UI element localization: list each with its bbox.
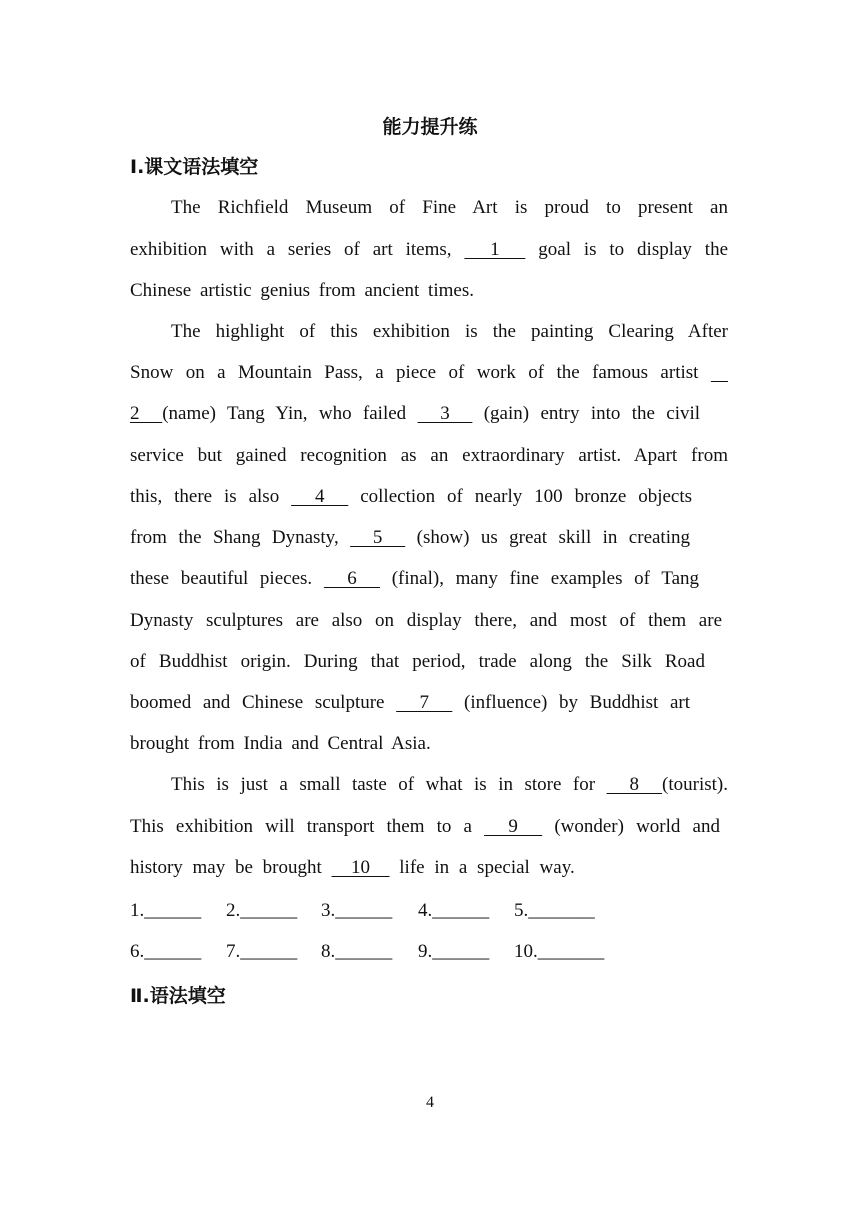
answer-slot-10[interactable]: 10._______ [514, 941, 605, 962]
passage-line: service but gained recognition as an extraordinary artist. Apart from [130, 445, 728, 466]
passage-line: brought from India and Central Asia. [130, 733, 431, 754]
passage-line: Dynasty sculptures are also on display there, and most of them are [130, 610, 722, 631]
section-heading-1: Ⅰ.课文语法填空 [130, 156, 259, 178]
passage-line: of Buddhist origin. During that period, trade along the Silk Road [130, 651, 705, 672]
blank-9[interactable]: 9 [484, 816, 543, 837]
blank-1[interactable]: 1 [464, 239, 526, 260]
blank-10[interactable]: 10 [331, 857, 390, 878]
page-number: 4 [426, 1094, 434, 1111]
answer-slot-8[interactable]: 8.______ [321, 941, 393, 962]
passage-line: The Richfield Museum of Fine Art is proud to present an [171, 197, 728, 218]
blank-3[interactable]: 3 [417, 403, 473, 424]
passage-line: The highlight of this exhibition is the painting Clearing After [171, 321, 728, 342]
passage-line: Snow on a Mountain Pass, a piece of work of the famous artist [130, 360, 728, 386]
blank-2[interactable]: 2 [130, 403, 163, 424]
section-heading-2: Ⅱ.语法填空 [130, 985, 226, 1007]
passage-line: history may be brought 10 life in a special way. [130, 857, 575, 878]
answer-slot-3[interactable]: 3.______ [321, 900, 393, 921]
answer-slot-5[interactable]: 5._______ [514, 900, 595, 921]
passage-line: 2 (name) Tang Yin, who failed 3 (gain) entry into the civil [130, 403, 701, 424]
passage-line: exhibition with a series of art items, 1 goal is to display the [130, 239, 729, 260]
passage-line: these beautiful pieces. 6 (final), many fine examples of Tang [130, 568, 700, 589]
passage-line: This is just a small taste of what is in store for 8 (tourist). [171, 774, 729, 795]
passage-line: Chinese artistic genius from ancient times. [130, 280, 474, 301]
answer-slot-2[interactable]: 2.______ [226, 900, 298, 921]
answer-slot-1[interactable]: 1.______ [130, 900, 202, 921]
blank-5[interactable]: 5 [350, 527, 406, 548]
blank-6[interactable]: 6 [323, 568, 381, 589]
answer-slot-7[interactable]: 7.______ [226, 941, 298, 962]
blank-4[interactable]: 4 [291, 486, 349, 507]
answer-slot-9[interactable]: 9.______ [418, 941, 490, 962]
page-title: 能力提升练 [382, 116, 478, 138]
answer-slot-4[interactable]: 4.______ [418, 900, 490, 921]
passage-line: This exhibition will transport them to a 9 (wonder) world and [130, 816, 720, 837]
blank-2-start[interactable] [711, 362, 728, 383]
blank-7[interactable]: 7 [396, 692, 453, 713]
blank-8[interactable]: 8 [606, 774, 663, 795]
passage-line: from the Shang Dynasty, 5 (show) us great skill in creating [130, 527, 690, 548]
passage-line: boomed and Chinese sculpture 7 (influence) by Buddhist art [130, 692, 690, 713]
passage-line: this, there is also 4 collection of nearly 100 bronze objects [130, 486, 693, 507]
answer-slot-6[interactable]: 6.______ [130, 941, 202, 962]
